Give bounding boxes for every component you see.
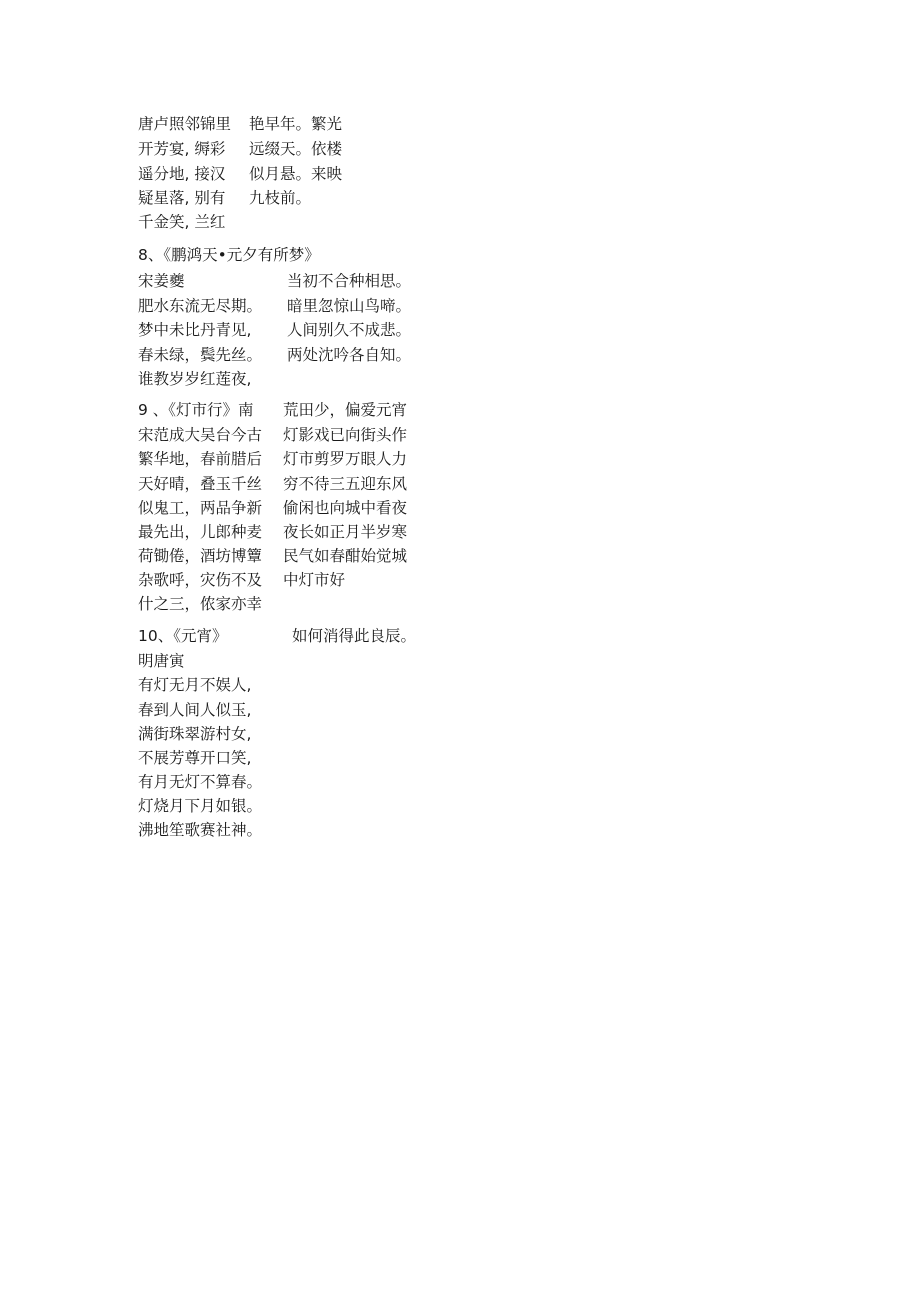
poem-line: 有月无灯不算春。	[138, 773, 263, 791]
poem-line: 灯市剪罗万眼人力	[283, 450, 408, 468]
poem-line: 唐卢照邻锦里	[138, 115, 232, 133]
poem-line: 民气如春酣始觉城	[283, 547, 408, 565]
poem-line: 中灯市好	[283, 571, 346, 589]
poem-line: 最先出，儿郎种麦	[138, 523, 263, 541]
poem-line: 千金笑, 兰红	[138, 213, 226, 231]
poem-line: 暗里忽惊山鸟啼。	[287, 297, 412, 315]
poem-line: 什之三，侬家亦幸	[138, 595, 263, 613]
poem-line: 九枝前。	[249, 189, 312, 207]
poem-line: 艳早年。繁光	[249, 115, 343, 133]
poem-line: 疑星落, 别有	[138, 189, 226, 207]
poem-line: 人间别久不成悲。	[287, 321, 412, 339]
poem-line: 明唐寅	[138, 652, 185, 670]
poem-line: 遥分地, 接汉	[138, 165, 226, 183]
poem-line: 偷闲也向城中看夜	[283, 499, 408, 517]
poem-line: 荷锄倦，酒坊博簟	[138, 547, 263, 565]
poem-line: 沸地笙歌赛社神。	[138, 821, 263, 839]
poem-line: 灯烧月下月如银。	[138, 797, 263, 815]
poem-line: 似鬼工，两品争新	[138, 499, 263, 517]
poem-line: 似月悬。来映	[249, 165, 343, 183]
poem-line: 如何消得此良辰。	[292, 627, 417, 645]
poem-line: 灯影戏已向街头作	[283, 426, 408, 444]
poem-line: 不展芳尊开口笑,	[138, 749, 252, 767]
poem-heading: 8、《鹏鸿天•元夕有所梦》	[138, 246, 320, 264]
poem-line: 两处沈吟各自知。	[287, 346, 412, 364]
poem-line: 远缀天。依楼	[249, 140, 343, 158]
poem-line: 繁华地，春前腊后	[138, 450, 263, 468]
poem-line: 夜长如正月半岁寒	[283, 523, 408, 541]
poem-line: 宋姜夔	[138, 272, 185, 290]
poem-line: 当初不合种相思。	[287, 272, 412, 290]
poem-line: 满街珠翠游村女,	[138, 725, 252, 743]
poem-line: 梦中未比丹青见,	[138, 321, 252, 339]
poem-line: 春到人间人似玉,	[138, 701, 252, 719]
poem-line: 杂歌呼，灾伤不及	[138, 571, 263, 589]
poem-line: 穷不待三五迎东风	[283, 475, 408, 493]
poem-heading: 10、《元宵》	[138, 627, 228, 645]
poem-line: 开芳宴, 缛彩	[138, 140, 226, 158]
poem-line: 荒田少，偏爱元宵	[283, 401, 408, 419]
poem-line: 有灯无月不娱人,	[138, 676, 252, 694]
poem-line: 9 、《灯市行》南	[138, 401, 254, 419]
poem-line: 春未绿，鬓先丝。	[138, 346, 263, 364]
poem-line: 肥水东流无尽期。	[138, 297, 263, 315]
poem-line: 谁教岁岁红莲夜,	[138, 370, 252, 388]
poem-line: 宋范成大吴台今古	[138, 426, 263, 444]
poem-line: 天好晴，叠玉千丝	[138, 475, 263, 493]
